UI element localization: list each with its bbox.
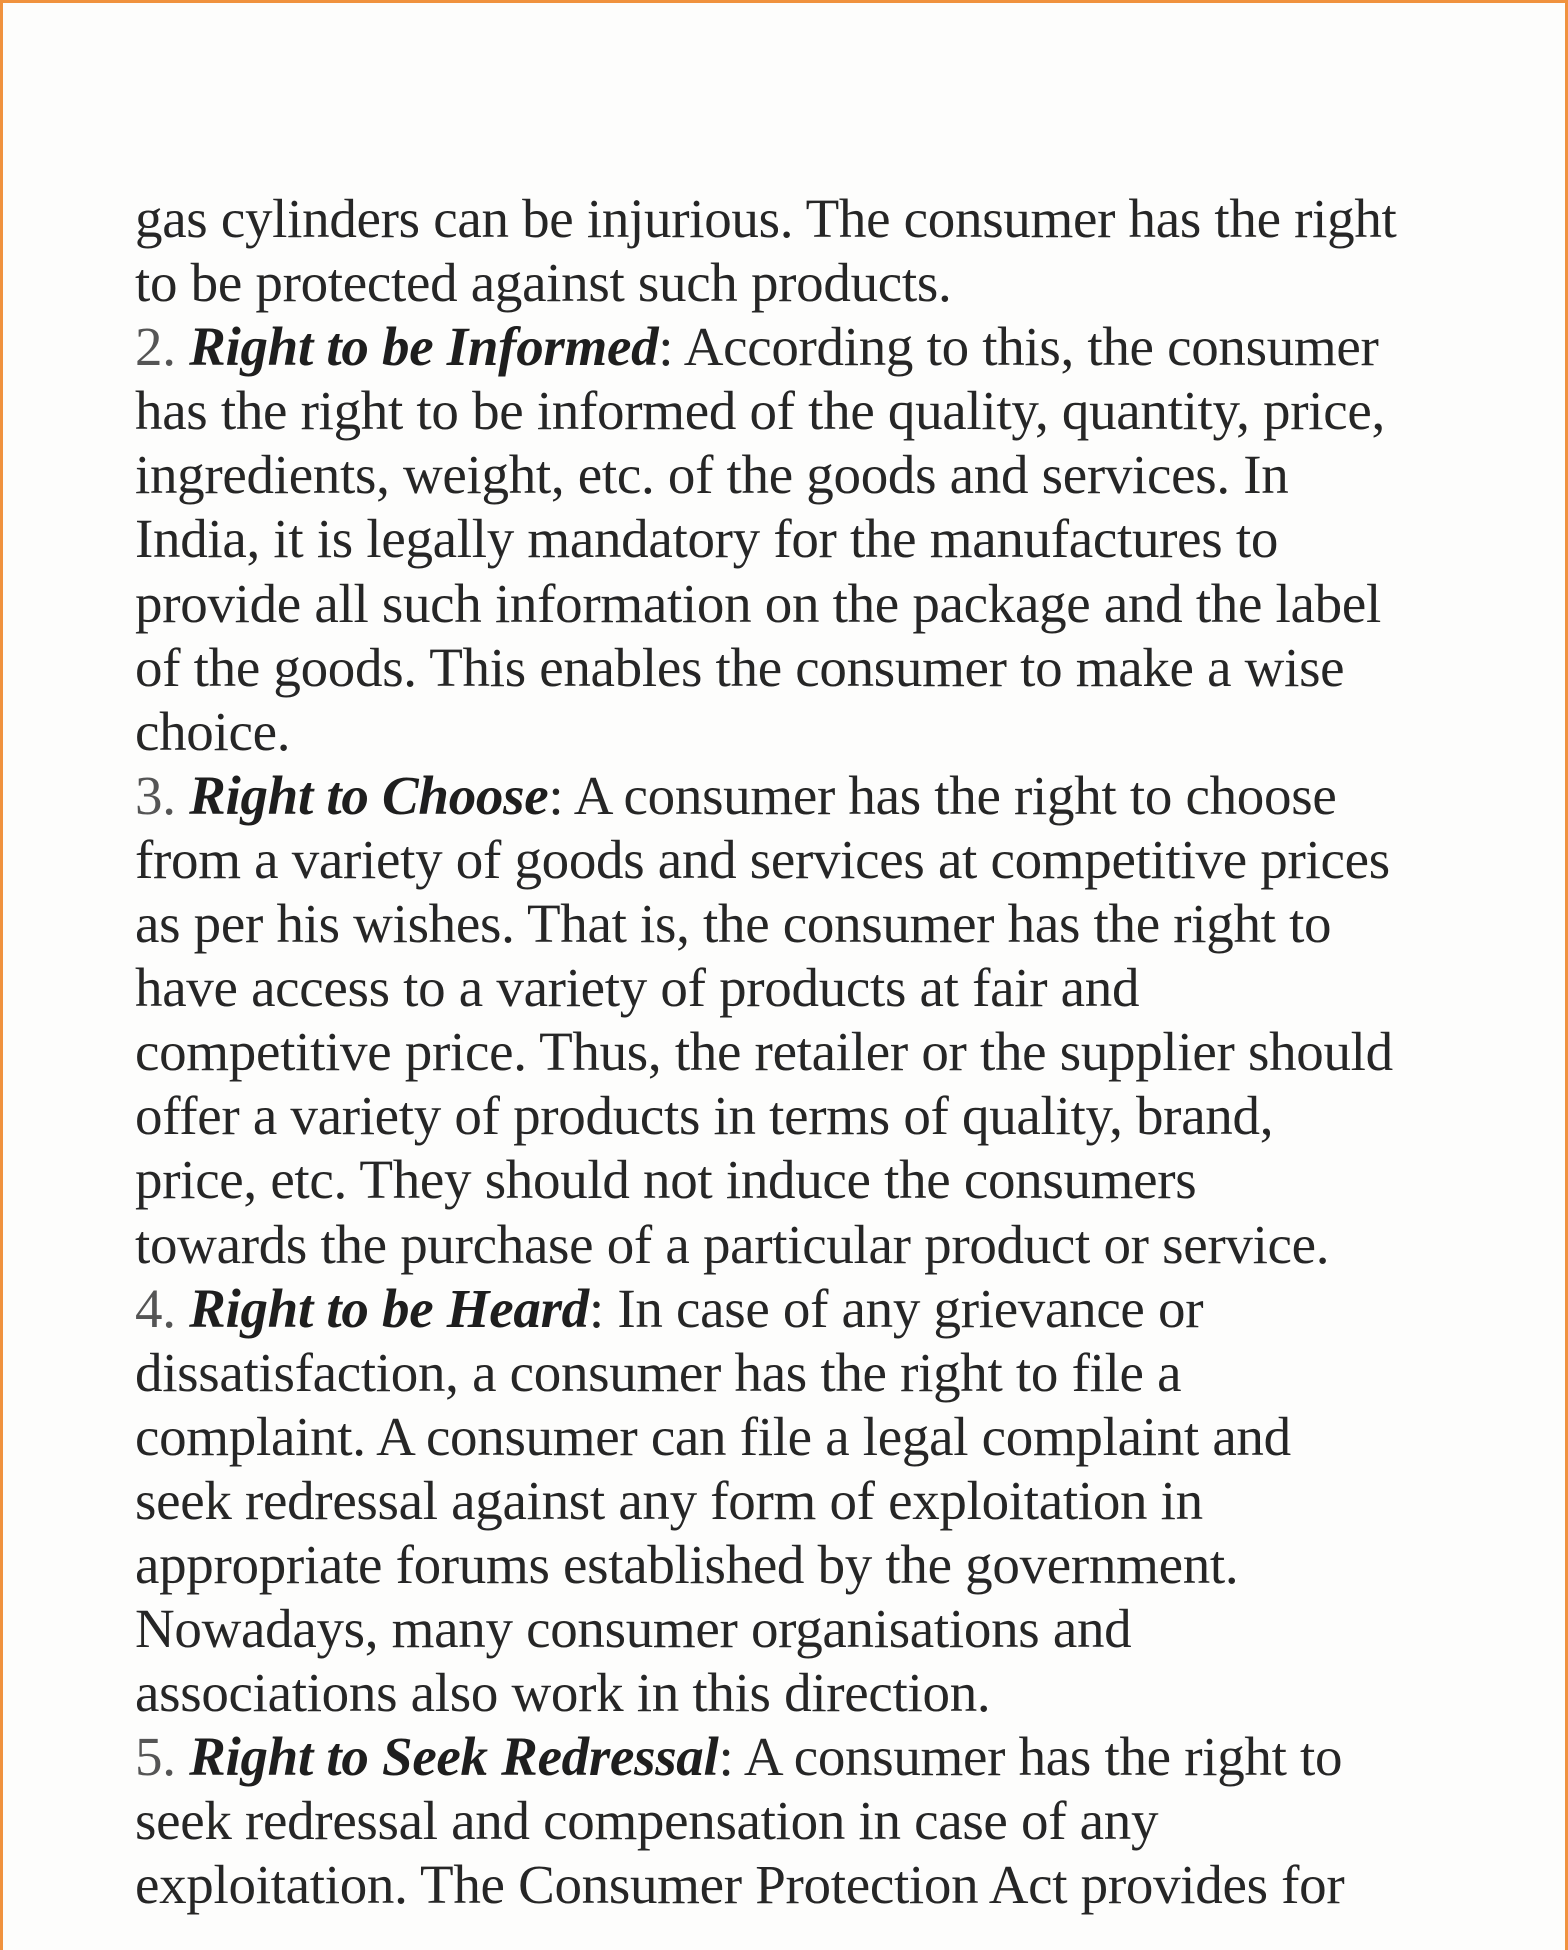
section-heading: Right to Seek Redressal <box>189 1726 719 1788</box>
text-line: provide all such information on the package and the label <box>135 572 1381 634</box>
text-line: price, etc. They should not induce the consumers <box>135 1149 1197 1211</box>
text-line: choice. <box>135 700 291 762</box>
section-heading-line <box>135 315 1455 379</box>
text-line: appropriate forums established by the government. <box>135 1533 1239 1595</box>
section-first-line-text: : A consumer has the right to choose <box>548 764 1337 826</box>
section-heading-line <box>135 1725 1455 1789</box>
section-first-line-text: : A consumer has the right to <box>718 1726 1343 1788</box>
text-line: gas cylinders can be injurious. The consumer has the right <box>135 188 1397 249</box>
section-number: 2. <box>135 316 176 378</box>
text-line: have access to a variety of products at fair and <box>135 957 1140 1019</box>
section-number: 5. <box>135 1726 176 1788</box>
text-line: seek redressal against any form of exploitation in <box>135 1469 1203 1531</box>
section-heading: Right to be Informed <box>189 316 659 378</box>
text-line: has the right to be informed of the quality, quantity, price, <box>135 380 1385 442</box>
text-line: exploitation. The Consumer Protection Act provides for <box>135 1854 1345 1916</box>
section-first-line-text: : In case of any grievance or <box>588 1277 1204 1339</box>
section-heading-line <box>135 1277 1455 1341</box>
text-line: competitive price. Thus, the retailer or the supplier should <box>135 1021 1393 1083</box>
text-line: ingredients, weight, etc. of the goods and services. In <box>135 444 1289 506</box>
text-line: from a variety of goods and services at competitive prices <box>135 828 1390 890</box>
text-line: India, it is legally mandatory for the manufactures to <box>135 508 1279 570</box>
text-line: associations also work in this direction. <box>135 1662 991 1724</box>
section-heading: Right to be Heard <box>189 1277 589 1339</box>
text-line: seek redressal and compensation in case of any <box>135 1790 1159 1852</box>
section-number: 3. <box>135 764 176 826</box>
text-line: Nowadays, many consumer organisations and <box>135 1598 1132 1660</box>
text-line: offer a variety of products in terms of quality, brand, <box>135 1085 1274 1147</box>
text-line: complaint. A consumer can file a legal complaint and <box>135 1405 1291 1467</box>
section-heading-line <box>135 764 1455 828</box>
text-line: towards the purchase of a particular product or service. <box>135 1213 1330 1275</box>
text-line: to be protected against such products. <box>135 252 952 314</box>
document-page <box>135 187 1455 1918</box>
section-first-line-text: : According to this, the consumer <box>658 316 1379 378</box>
text-line: dissatisfaction, a consumer has the right to file a <box>135 1341 1182 1403</box>
text-line: of the goods. This enables the consumer to make a wise <box>135 636 1345 698</box>
text-line: as per his wishes. That is, the consumer has the right to <box>135 893 1332 955</box>
section-heading: Right to Choose <box>189 764 549 826</box>
section-number: 4. <box>135 1277 176 1339</box>
